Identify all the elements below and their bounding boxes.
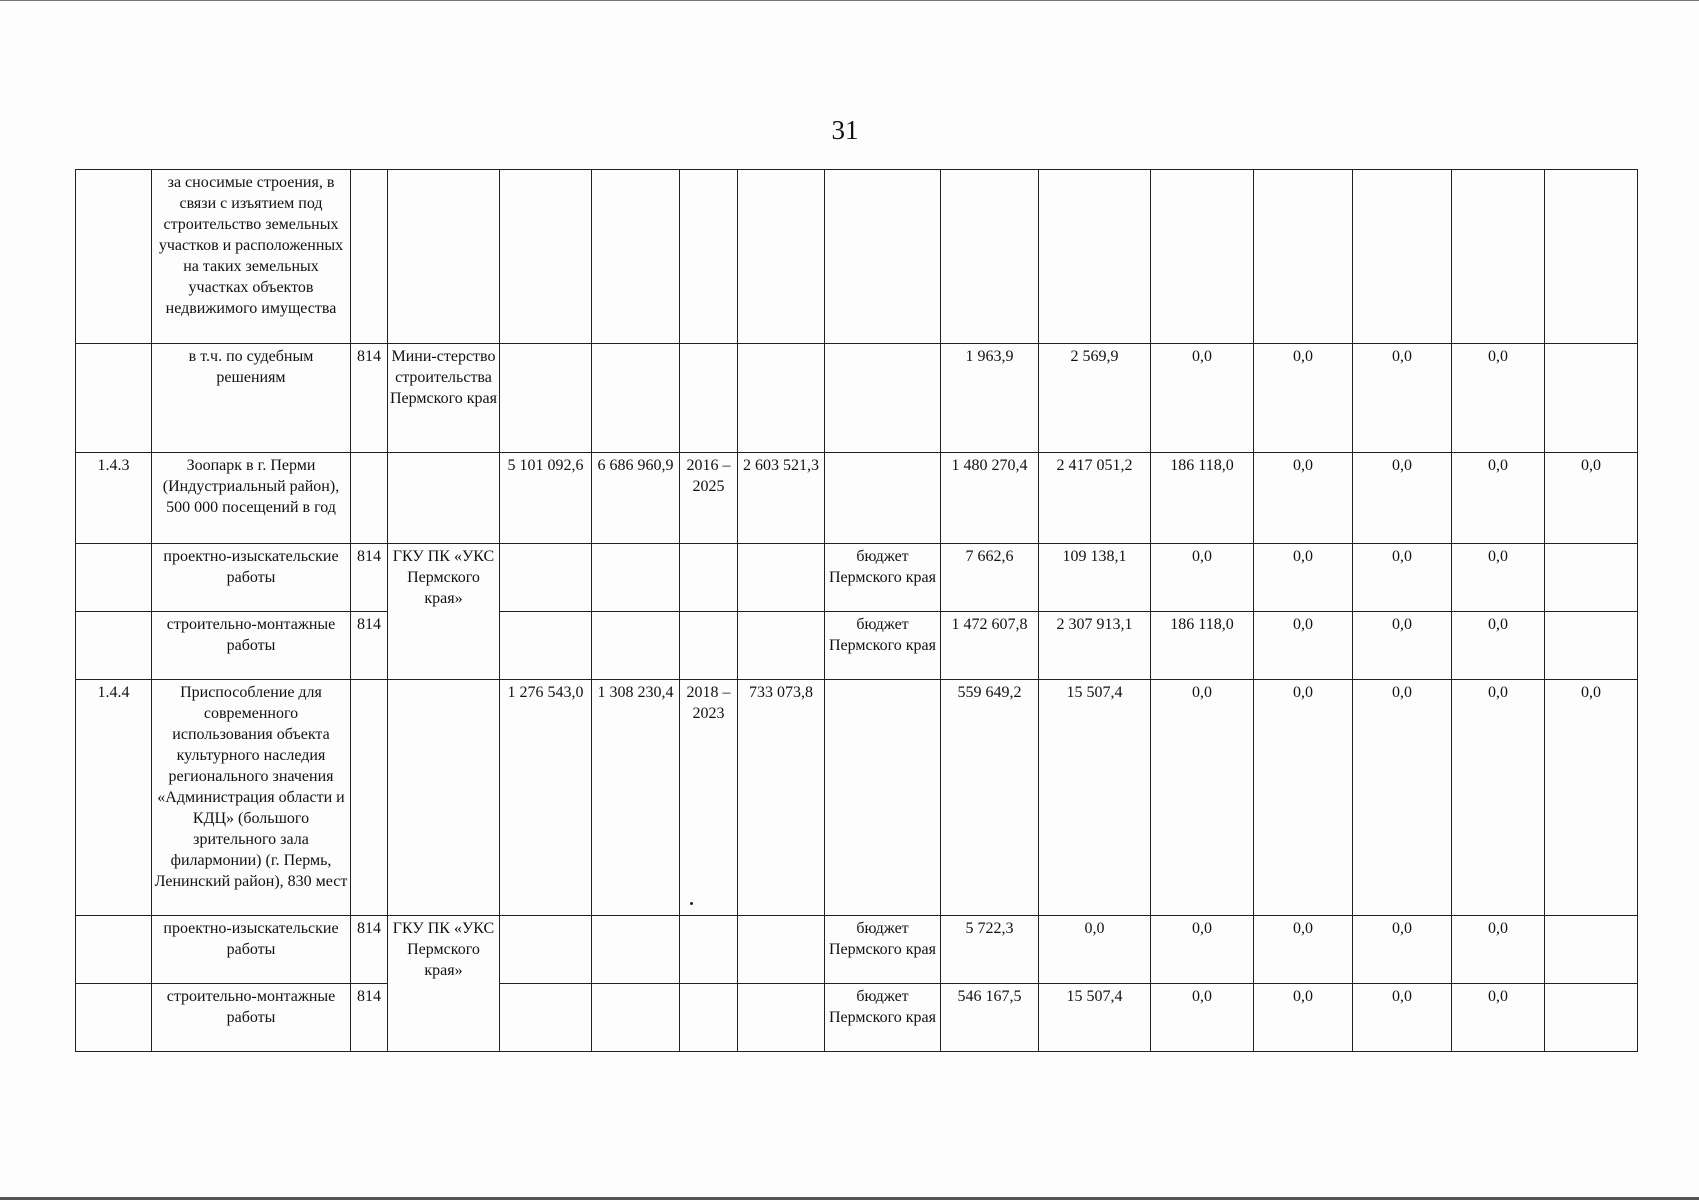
year-2025-cell: 0,0 <box>1452 544 1545 612</box>
object-name-cell: проектно-изыскательские работы <box>152 916 351 984</box>
estimated-cost-cell: 5 101 092,6 <box>500 453 592 544</box>
year-2024-cell: 0,0 <box>1353 916 1452 984</box>
current-cost-cell: 6 686 960,9 <box>592 453 680 544</box>
current-cost-cell <box>592 916 680 984</box>
year-2026-cell <box>1545 344 1638 453</box>
year-2025-cell: 0,0 <box>1452 916 1545 984</box>
year-2024-cell: 0,0 <box>1353 544 1452 612</box>
year-2023-cell: 0,0 <box>1254 453 1353 544</box>
page-number: 31 <box>831 115 859 145</box>
organization-cell: ГКУ ПК «УКС Пермского края» <box>388 544 500 680</box>
row-number-cell <box>76 612 152 680</box>
year-2025-cell: 0,0 <box>1452 984 1545 1052</box>
table-row <box>76 984 1638 1052</box>
period-text: 2018 – 2023 <box>686 684 731 722</box>
year-2021-cell: 0,0 <box>1039 916 1151 984</box>
object-name-cell: проектно-изыскательские работы <box>152 544 351 612</box>
estimated-cost-cell <box>500 916 592 984</box>
current-cost-cell <box>592 544 680 612</box>
balance-cell <box>738 344 825 453</box>
year-2026-cell: 0,0 <box>1545 680 1638 916</box>
balance-cell <box>738 984 825 1052</box>
year-2024-cell: 0,0 <box>1353 984 1452 1052</box>
budget-table <box>75 169 1638 1052</box>
code-cell: 814 <box>351 344 388 453</box>
year-2023-cell: 0,0 <box>1254 544 1353 612</box>
year-2022-cell: 186 118,0 <box>1151 612 1254 680</box>
period-cell <box>680 680 738 916</box>
funding-source-cell <box>825 680 941 916</box>
table-row <box>76 344 1638 453</box>
balance-cell <box>738 612 825 680</box>
year-2020-cell: 546 167,5 <box>941 984 1039 1052</box>
object-name-cell: строительно-монтажные работы <box>152 984 351 1052</box>
year-2026-cell <box>1545 984 1638 1052</box>
year-2024-cell: 0,0 <box>1353 612 1452 680</box>
table-row <box>76 680 1638 916</box>
year-2023-cell: 0,0 <box>1254 984 1353 1052</box>
year-2022-cell: 0,0 <box>1151 916 1254 984</box>
table-row <box>76 612 1638 680</box>
year-2021-cell: 2 307 913,1 <box>1039 612 1151 680</box>
estimated-cost-cell <box>500 544 592 612</box>
period-cell <box>680 544 738 612</box>
year-2023-cell: 0,0 <box>1254 916 1353 984</box>
row-number-cell <box>76 170 152 344</box>
table-row <box>76 916 1638 984</box>
code-cell: 814 <box>351 612 388 680</box>
year-2026-cell <box>1545 612 1638 680</box>
balance-cell: 2 603 521,3 <box>738 453 825 544</box>
organization-cell <box>388 170 500 344</box>
year-2025-cell: 0,0 <box>1452 680 1545 916</box>
row-number-cell <box>76 916 152 984</box>
object-name-cell: за сносимые строения, в связи с изъятием под строительство земельных участков и расположенных на таких земельных участках объектов недвижимого имущества <box>152 170 351 344</box>
year-2023-cell: 0,0 <box>1254 680 1353 916</box>
year-2020-cell: 1 480 270,4 <box>941 453 1039 544</box>
year-2022-cell: 186 118,0 <box>1151 453 1254 544</box>
year-2022-cell: 0,0 <box>1151 680 1254 916</box>
year-2020-cell: 1 963,9 <box>941 344 1039 453</box>
year-2026-cell <box>1545 916 1638 984</box>
row-number-cell <box>76 544 152 612</box>
year-2026-cell <box>1545 170 1638 344</box>
balance-cell <box>738 916 825 984</box>
year-2020-cell: 5 722,3 <box>941 916 1039 984</box>
estimated-cost-cell <box>500 170 592 344</box>
code-cell: 814 <box>351 984 388 1052</box>
estimated-cost-cell <box>500 344 592 453</box>
year-2023-cell: 0,0 <box>1254 344 1353 453</box>
estimated-cost-cell <box>500 612 592 680</box>
year-2022-cell <box>1151 170 1254 344</box>
organization-cell <box>388 453 500 544</box>
code-cell <box>351 680 388 916</box>
funding-source-cell: бюджет Пермского края <box>825 916 941 984</box>
period-cell <box>680 984 738 1052</box>
page-top-edge <box>0 0 1699 1</box>
year-2021-cell: 15 507,4 <box>1039 984 1151 1052</box>
year-2021-cell: 109 138,1 <box>1039 544 1151 612</box>
balance-cell: 733 073,8 <box>738 680 825 916</box>
funding-source-cell <box>825 453 941 544</box>
code-cell <box>351 453 388 544</box>
organization-cell: ГКУ ПК «УКС Пермского края» <box>388 916 500 1052</box>
year-2020-cell: 7 662,6 <box>941 544 1039 612</box>
year-2022-cell: 0,0 <box>1151 344 1254 453</box>
year-2022-cell: 0,0 <box>1151 544 1254 612</box>
current-cost-cell <box>592 344 680 453</box>
year-2024-cell: 0,0 <box>1353 453 1452 544</box>
year-2025-cell: 0,0 <box>1452 612 1545 680</box>
funding-source-cell: бюджет Пермского края <box>825 612 941 680</box>
year-2023-cell: 0,0 <box>1254 612 1353 680</box>
current-cost-cell: 1 308 230,4 <box>592 680 680 916</box>
year-2026-cell: 0,0 <box>1545 453 1638 544</box>
year-2023-cell <box>1254 170 1353 344</box>
year-2021-cell: 15 507,4 <box>1039 680 1151 916</box>
object-name-cell: Приспособление для современного использования объекта культурного наследия регионального значения «Администрация области и КДЦ» (большого зрительного зала филармонии) (г. Пермь, Ленинский район), 830 мест <box>152 680 351 916</box>
organization-cell <box>388 680 500 916</box>
table-row <box>76 170 1638 344</box>
year-2025-cell: 0,0 <box>1452 344 1545 453</box>
year-2020-cell: 1 472 607,8 <box>941 612 1039 680</box>
funding-source-cell <box>825 170 941 344</box>
row-number-cell: 1.4.3 <box>76 453 152 544</box>
object-name-cell: строительно-монтажные работы <box>152 612 351 680</box>
row-number-cell: 1.4.4 <box>76 680 152 916</box>
period-cell <box>680 612 738 680</box>
current-cost-cell <box>592 612 680 680</box>
current-cost-cell <box>592 984 680 1052</box>
year-2021-cell <box>1039 170 1151 344</box>
table-row <box>76 453 1638 544</box>
estimated-cost-cell <box>500 984 592 1052</box>
year-2024-cell <box>1353 170 1452 344</box>
year-2020-cell: 559 649,2 <box>941 680 1039 916</box>
table-row <box>76 544 1638 612</box>
year-2022-cell: 0,0 <box>1151 984 1254 1052</box>
object-name-cell: Зоопарк в г. Перми (Индустриальный район), 500 000 посещений в год <box>152 453 351 544</box>
estimated-cost-cell: 1 276 543,0 <box>500 680 592 916</box>
year-2026-cell <box>1545 544 1638 612</box>
organization-cell: Мини-стерство строительства Пермского края <box>388 344 500 453</box>
code-cell: 814 <box>351 916 388 984</box>
period-cell: 2016 – 2025 <box>680 453 738 544</box>
row-number-cell <box>76 984 152 1052</box>
year-2024-cell: 0,0 <box>1353 344 1452 453</box>
code-cell <box>351 170 388 344</box>
year-2025-cell <box>1452 170 1545 344</box>
object-name-cell: в т.ч. по судебным решениям <box>152 344 351 453</box>
period-cell <box>680 916 738 984</box>
year-2020-cell <box>941 170 1039 344</box>
row-number-cell <box>76 344 152 453</box>
scan-dot <box>690 902 693 905</box>
funding-source-cell <box>825 344 941 453</box>
balance-cell <box>738 170 825 344</box>
funding-source-cell: бюджет Пермского края <box>825 984 941 1052</box>
year-2025-cell: 0,0 <box>1452 453 1545 544</box>
year-2021-cell: 2 569,9 <box>1039 344 1151 453</box>
period-cell <box>680 170 738 344</box>
funding-source-cell: бюджет Пермского края <box>825 544 941 612</box>
year-2021-cell: 2 417 051,2 <box>1039 453 1151 544</box>
year-2024-cell: 0,0 <box>1353 680 1452 916</box>
code-cell: 814 <box>351 544 388 612</box>
current-cost-cell <box>592 170 680 344</box>
period-cell <box>680 344 738 453</box>
balance-cell <box>738 544 825 612</box>
